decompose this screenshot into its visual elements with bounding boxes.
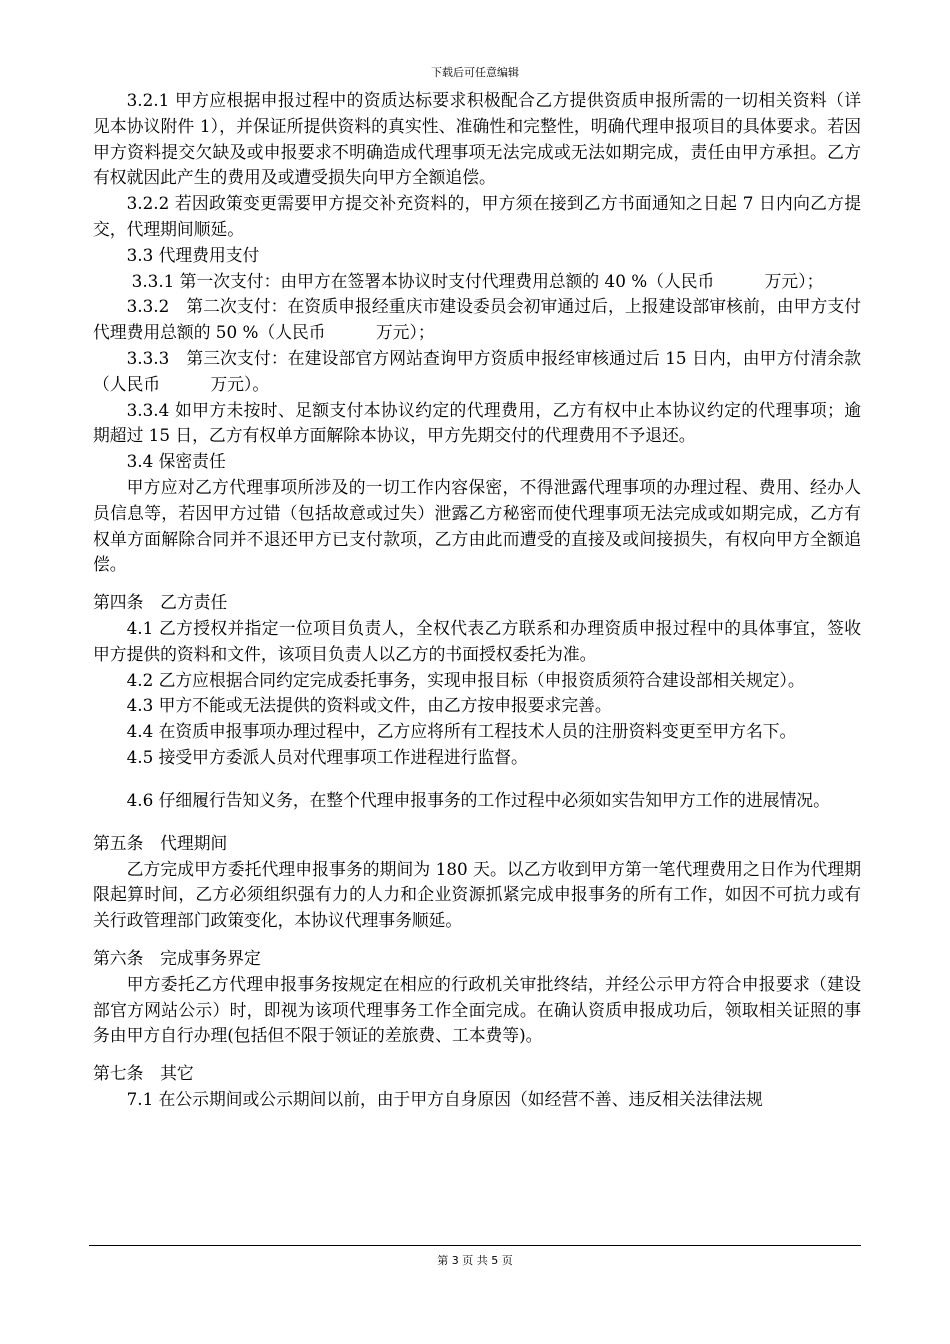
clause-4-3: 4.3 甲方不能或无法提供的资料或文件，由乙方按申报要求完善。	[126, 695, 612, 716]
clause-3-2-1: 3.2.1 甲方应根据申报过程中的资质达标要求积极配合乙方提供资质申报所需的一切相关资料（详见本协议附件 1），并保证所提供资料的真实性、准确性和完整性，明确代理申报项目的具体要求。若因甲方资料提交欠缺及或申报要求不明确造成代理事项无法完成或无法如期完成，责任由甲方承担。乙方有权就因此产生的费用及或遭受损失向甲方全额追偿。	[93, 90, 861, 188]
clause-4-2: 4.2 乙方应根据合同约定完成委托事务，实现申报目标（申报资质须符合建设部相关规定）。	[126, 669, 805, 690]
clause-3-3-2: 3.3.2 第二次支付：在资质申报经重庆市建设委员会初审通过后，上报建设部审核前，由甲方支付代理费用总额的 50 %（人民币 万元）；	[93, 296, 861, 343]
article-7-title: 第七条 其它	[93, 1063, 194, 1084]
article-5-title: 第五条 代理期间	[93, 832, 228, 853]
page-footer: 第 3 页 共 5 页	[437, 1254, 513, 1267]
clause-3-4: 甲方应对乙方代理事项所涉及的一切工作内容保密，不得泄露代理事项的办理过程、费用、经办人员信息等，若因甲方过错（包括故意或过失）泄露乙方秘密而使代理事项无法完成或如期完成，乙方有权单方面解除合同并不退还甲方已支付款项，乙方由此而遭受的直接及或间接损失，有权向甲方全额追偿。	[93, 476, 861, 575]
article-4-title: 第四条 乙方责任	[93, 592, 228, 613]
article-6-title: 第六条 完成事务界定	[93, 947, 261, 968]
clause-4-6: 4.6 仔细履行告知义务，在整个代理申报事务的工作过程中必须如实告知甲方工作的进展情况。	[126, 789, 830, 810]
clause-3-3-4: 3.3.4 如甲方未按时、足额支付本协议约定的代理费用，乙方有权中止本协议约定的代理事项；逾期超过 15 日，乙方有权单方面解除本协议，甲方先期交付的代理费用不予退还。	[93, 399, 861, 446]
clause-3-4-heading: 3.4 保密责任	[126, 451, 226, 472]
clause-4-4: 4.4 在资质申报事项办理过程中，乙方应将所有工程技术人员的注册资料变更至甲方名下。	[126, 721, 797, 742]
footer-divider	[89, 1245, 861, 1246]
clause-3-3-1: 3.3.1 第一次支付：由甲方在签署本协议时支付代理费用总额的 40 %（人民币 万元）；	[131, 270, 824, 291]
clause-3-3-3: 3.3.3 第三次支付：在建设部官方网站查询甲方资质申报经审核通过后 15 日内，由甲方付清余款（人民币 万元）。	[93, 347, 861, 394]
page-header: 下载后可任意编辑	[431, 66, 519, 79]
clause-3-3-heading: 3.3 代理费用支付	[126, 244, 260, 265]
clause-3-2-2: 3.2.2 若因政策变更需要甲方提交补充资料的，甲方须在接到乙方书面通知之日起 7 日内向乙方提交，代理期间顺延。	[93, 193, 861, 239]
article-5-body: 乙方完成甲方委托代理申报事务的期间为 180 天。以乙方收到甲方第一笔代理费用之日作为代理期限起算时间，乙方必须组织强有力的人力和企业资源抓紧完成申报事务的所有工作，如因不可抗力或有关行政管理部门政策变化，本协议代理事务顺延。	[93, 858, 861, 931]
clause-4-1: 4.1 乙方授权并指定一位项目负责人，全权代表乙方联系和办理资质申报过程中的具体事宜，签收甲方提供的资料和文件，该项目负责人以乙方的书面授权委托为准。	[93, 617, 861, 664]
article-6-body: 甲方委托乙方代理申报事务按规定在相应的行政机关审批终结，并经公示甲方符合申报要求（建设部官方网站公示）时，即视为该项代理事务工作全面完成。在确认资质申报成功后，领取相关证照的事务由甲方自行办理(包括但不限于领证的差旅费、工本费等)。	[93, 973, 861, 1046]
document-body	[93, 88, 861, 1113]
clause-7-1: 7.1 在公示期间或公示期间以前，由于甲方自身原因（如经营不善、违反相关法律法规	[126, 1088, 763, 1109]
clause-4-5: 4.5 接受甲方委派人员对代理事项工作进程进行监督。	[126, 746, 528, 767]
